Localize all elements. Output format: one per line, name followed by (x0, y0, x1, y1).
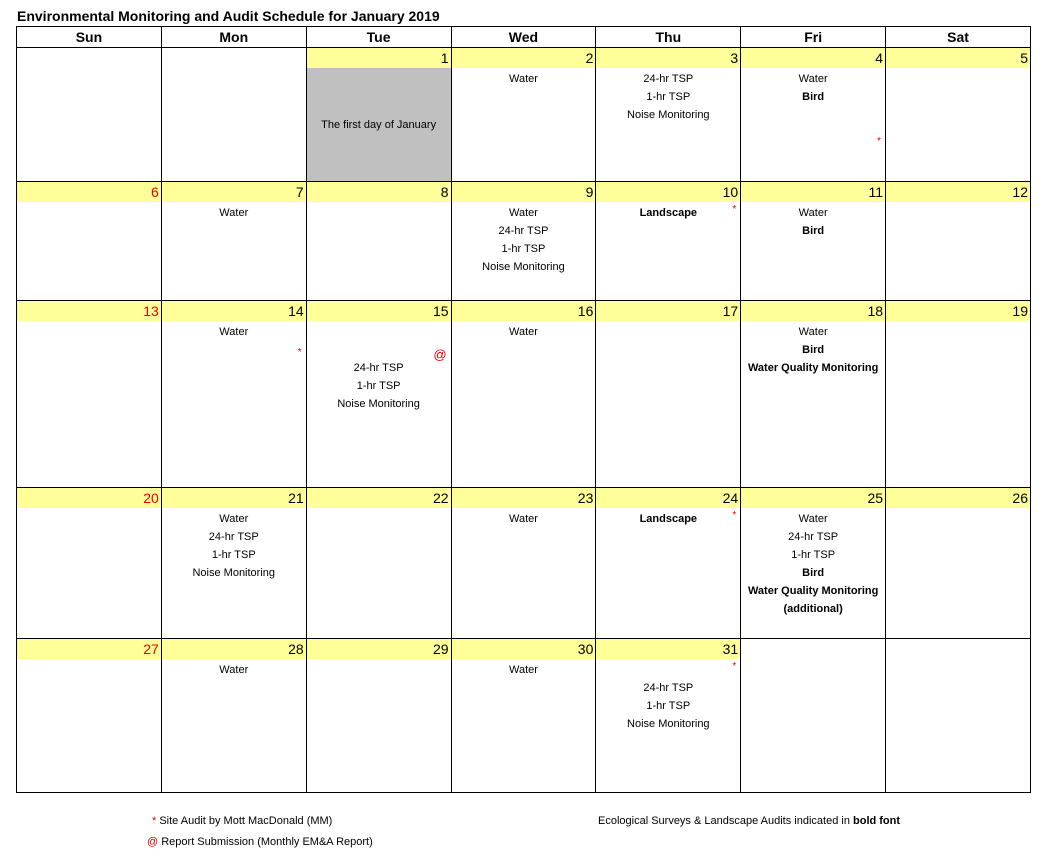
schedule-items (452, 202, 596, 276)
schedule-items (741, 202, 885, 240)
empty-cell (17, 48, 162, 182)
calendar-week (17, 182, 1031, 301)
day-number: 2 (452, 48, 596, 68)
day-number: 22 (307, 488, 451, 508)
schedule-item: Noise Monitoring (337, 398, 420, 410)
report-submission-marker: @ (433, 347, 447, 362)
calendar-week (17, 301, 1031, 488)
schedule-items (452, 321, 596, 341)
schedule-items (596, 202, 740, 222)
page-title: Environmental Monitoring and Audit Schedule for January 2019 (17, 8, 440, 24)
day-number: 9 (452, 182, 596, 202)
schedule-items (452, 659, 596, 679)
day-cell (306, 182, 451, 301)
legend-site-audit (152, 815, 332, 827)
day-cell (161, 182, 306, 301)
empty-cell (741, 639, 886, 793)
legend-report-submission (147, 836, 373, 848)
schedule-item: Water (508, 664, 538, 676)
day-number: 6 (17, 182, 161, 202)
schedule-item: Water (508, 326, 538, 338)
weekday-tue: Tue (306, 27, 451, 48)
day-cell (451, 488, 596, 639)
day-number: 27 (17, 639, 161, 659)
day-cell (161, 639, 306, 793)
schedule-item: Landscape (639, 513, 698, 525)
day-cell (17, 488, 162, 639)
day-cell (596, 639, 741, 793)
schedule-items (452, 508, 596, 528)
site-audit-marker: * (877, 136, 882, 147)
day-cell (596, 182, 741, 301)
schedule-items (162, 659, 306, 679)
day-number: 18 (741, 301, 885, 321)
day-cell (17, 639, 162, 793)
schedule-items (741, 68, 885, 106)
schedule-item: Noise Monitoring (192, 567, 276, 579)
day-cell (596, 301, 741, 488)
schedule-items (162, 321, 306, 341)
calendar-week (17, 48, 1031, 182)
schedule-item: 24-hr TSP (643, 73, 694, 85)
schedule-items (452, 68, 596, 88)
day-number: 28 (162, 639, 306, 659)
schedule-items (596, 508, 740, 528)
schedule-item: Landscape (639, 207, 698, 219)
day-number: 20 (17, 488, 161, 508)
weekday-mon: Mon (161, 27, 306, 48)
day-cell (741, 301, 886, 488)
schedule-item: Noise Monitoring (627, 718, 710, 730)
legend-bold-note (598, 815, 900, 827)
schedule-item: Water (219, 664, 249, 676)
schedule-item: Water (798, 207, 828, 219)
day-cell (886, 48, 1031, 182)
schedule-item: Water (508, 513, 538, 525)
day-number: 8 (307, 182, 451, 202)
day-number: 3 (596, 48, 740, 68)
star-symbol: * (152, 815, 157, 827)
day-cell (886, 488, 1031, 639)
day-number: 19 (886, 301, 1030, 321)
schedule-item: Bird (802, 344, 825, 356)
day-number: 21 (162, 488, 306, 508)
calendar-week (17, 639, 1031, 793)
day-cell (306, 488, 451, 639)
day-cell (17, 182, 162, 301)
schedule-item: Water (798, 513, 828, 525)
schedule-item: 24-hr TSP (208, 531, 259, 543)
day-number: 30 (452, 639, 596, 659)
schedule-item: Water (798, 73, 828, 85)
schedule-items (741, 321, 885, 377)
schedule-item: 1-hr TSP (646, 91, 691, 103)
schedule-item (307, 341, 451, 359)
schedule-items (596, 659, 740, 733)
weekday-wed: Wed (451, 27, 596, 48)
day-cell (306, 48, 451, 182)
schedule-item (307, 323, 451, 341)
day-cell (596, 48, 741, 182)
at-symbol: @ (147, 836, 159, 848)
weekday-sun: Sun (17, 27, 162, 48)
schedule-item: 24-hr TSP (643, 682, 694, 694)
day-cell (741, 182, 886, 301)
site-audit-marker: * (297, 347, 302, 358)
schedule-item: Bird (802, 91, 825, 103)
empty-cell (886, 639, 1031, 793)
schedule-item: 1-hr TSP (356, 380, 401, 392)
legend-at-text: Report Submission (Monthly EM&A Report) (161, 836, 373, 848)
weekday-thu: Thu (596, 27, 741, 48)
schedule-item: 1-hr TSP (646, 700, 691, 712)
day-cell (451, 639, 596, 793)
day-number: 4 (741, 48, 885, 68)
day-number: 11 (741, 182, 885, 202)
day-cell (306, 301, 451, 488)
day-number: 24 (596, 488, 740, 508)
special-day-note: The first day of January (307, 68, 451, 181)
day-cell (596, 488, 741, 639)
day-number: 14 (162, 301, 306, 321)
schedule-item: Water Quality Monitoring (747, 362, 879, 374)
schedule-item: 1-hr TSP (501, 243, 546, 255)
empty-cell (161, 48, 306, 182)
schedule-item: Water (798, 326, 828, 338)
day-number: 16 (452, 301, 596, 321)
legend-bold-note-bold: bold font (853, 815, 901, 827)
day-number: 17 (596, 301, 740, 321)
schedule-item (596, 661, 740, 679)
weekday-fri: Fri (741, 27, 886, 48)
schedule-item: Water (508, 73, 538, 85)
day-number: 26 (886, 488, 1030, 508)
site-audit-marker: * (732, 204, 737, 215)
schedule-item: Water (508, 207, 538, 219)
day-number: 23 (452, 488, 596, 508)
day-cell (451, 182, 596, 301)
schedule-items (596, 68, 740, 124)
schedule-item: Water (219, 513, 249, 525)
schedule-item: 24-hr TSP (788, 531, 839, 543)
day-number: 29 (307, 639, 451, 659)
schedule-items (162, 508, 306, 582)
schedule-item: Water Quality Monitoring (additional) (747, 585, 879, 615)
schedule-item: Bird (802, 225, 825, 237)
day-cell (741, 488, 886, 639)
schedule-item: 1-hr TSP (211, 549, 256, 561)
day-cell (886, 301, 1031, 488)
legend-bold-note-prefix: Ecological Surveys & Landscape Audits indicated in (598, 815, 853, 827)
day-number: 10 (596, 182, 740, 202)
schedule-items (307, 321, 451, 413)
schedule-item: Bird (802, 567, 825, 579)
day-cell (306, 639, 451, 793)
day-number: 5 (886, 48, 1030, 68)
weekday-header-row (17, 27, 1031, 48)
day-number: 7 (162, 182, 306, 202)
site-audit-marker: * (732, 510, 737, 521)
schedule-item: 1-hr TSP (791, 549, 836, 561)
day-number: 13 (17, 301, 161, 321)
site-audit-marker: * (732, 661, 737, 672)
day-cell (741, 48, 886, 182)
schedule-items (162, 202, 306, 222)
day-number: 12 (886, 182, 1030, 202)
schedule-items (741, 508, 885, 618)
day-cell (886, 182, 1031, 301)
day-cell (161, 301, 306, 488)
day-number: 25 (741, 488, 885, 508)
day-cell (451, 301, 596, 488)
schedule-item: Water (219, 207, 249, 219)
schedule-item: Water (219, 326, 249, 338)
day-number: 1 (307, 48, 451, 68)
day-cell (161, 488, 306, 639)
day-number: 15 (307, 301, 451, 321)
schedule-item: 24-hr TSP (353, 362, 404, 374)
schedule-item: 24-hr TSP (498, 225, 549, 237)
schedule-item: Noise Monitoring (482, 261, 565, 273)
day-cell (17, 301, 162, 488)
weekday-sat: Sat (886, 27, 1031, 48)
calendar-week (17, 488, 1031, 639)
legend-star-text: Site Audit by Mott MacDonald (MM) (159, 815, 333, 827)
schedule-item: Noise Monitoring (627, 109, 710, 121)
calendar-grid (16, 26, 1031, 793)
day-cell (451, 48, 596, 182)
day-number: 31 (596, 639, 740, 659)
